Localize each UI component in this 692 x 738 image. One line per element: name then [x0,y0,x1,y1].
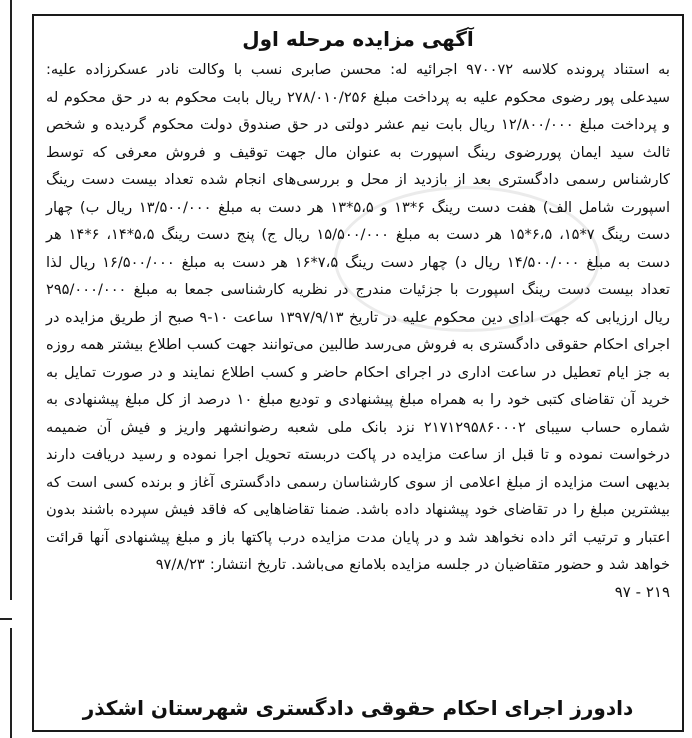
column-rule-bottom [10,628,12,738]
notice-signature: دادورز اجرای احکام حقوقی دادگستری شهرستان اشکذر [82,696,634,720]
adjacent-column-edge [0,0,12,738]
column-rule-tick [0,618,12,620]
auction-notice-box [32,14,684,732]
notice-body-text: به استناد پرونده کلاسه ۹۷۰۰۷۲ اجرائیه له: محسن صابری نسب با وکالت نادر عسکرزاده علیه: سیدعلی پور رضوی محکوم علیه به پرداخت مبلغ ۲۷۸/۰۱۰/۲۵۶ ریال بابت محکوم به در حق محکوم له و پرداخت مبلغ ۱۲/۸۰۰/۰۰۰ ریال بابت نیم عشر دولتی در حق صندوق دولت محکوم گردیده و شخص ثالث سید ایمان پوررضوی رینگ اسپورت به عنوان مال جهت توقیف و فروش معرفی که توسط کارشناس رسمی دادگستری بعد از بازدید از محل و بررسی‌های انجام شده تعداد بیست دست رینگ اسپورت شامل الف) هفت دست رینگ ۶*۱۳ و ۵،۵*۱۳ هر دست به مبلغ ۱۳/۵۰۰/۰۰۰ ریال ب) چهار دست رینگ ۷*۱۵، ۶،۵*۱۵ هر دست به مبلغ ۱۵/۵۰۰/۰۰۰ ریال ج) پنج دست رینگ ۵،۵*۱۴، ۶*۱۴ هر دست به مبلغ ۱۴/۵۰۰/۰۰۰ ریال د) چهار دست رینگ ۷،۵*۱۶ هر دست به مبلغ ۱۶/۵۰۰/۰۰۰ ریال لذا تعداد بیست دست رینگ اسپورت با جزئیات مندرج در نظریه کارشناسی جمعا به مبلغ ۲۹۵/۰۰۰/۰۰۰ ریال ارزیابی که جهت ادای دین محکوم علیه در تاریخ ۱۳۹۷/۹/۱۳ ساعت ۱۰-۹ صبح از طریق مزایده در اجرای احکام حقوقی دادگستری به فروش می‌رسد طالبین می‌توانند جهت کسب اطلاع بیشتر همه روزه به جز ایام تعطیل در ساعت اداری در اجرای احکام حاضر و کسب اطلاع نمایند و در صورت تمایل به خرید آن تقاضای کتبی خود را به همراه مبلغ پیشنهادی و تودیع مبلغ ۱۰ درصد از کل مبلغ پیشنهادی به شماره حساب سیبای ۲۱۷۱۲۹۵۸۶۰۰۰۲ نزد بانک ملی شعبه رضوانشهر واریز و فیش آن ضمیمه درخواست نموده و تا قبل از ساعت مزایده در پاکت دربسته تحویل اجرا نموده و رسید دریافت دارند بدیهی است مزایده از مبلغ اعلامی از سوی کارشناسان رسمی دادگستری آغاز و برنده کسی است که بیشترین مبلغ را در تقاضای خود پیشنهاد داده باشد. ضمنا تقاضاهایی که فاقد فیش سپرده باشند بدون اعتبار و ترتیب اثر داده نخواهد شد و در پایان مدت مزایده درب پاکتها باز و مبلغ پیشنهادی آنها قرائت خواهد شد و حضور متقاضیان در جلسه مزایده بلامانع می‌باشد. تاریخ انتشار: ۹۷/۸/۲۳ [46,61,671,573]
notice-number: ۲۱۹ - ۹۷ [614,582,670,601]
notice-title: آگهی مزایده مرحله اول [242,27,474,51]
column-rule-top [10,0,12,600]
